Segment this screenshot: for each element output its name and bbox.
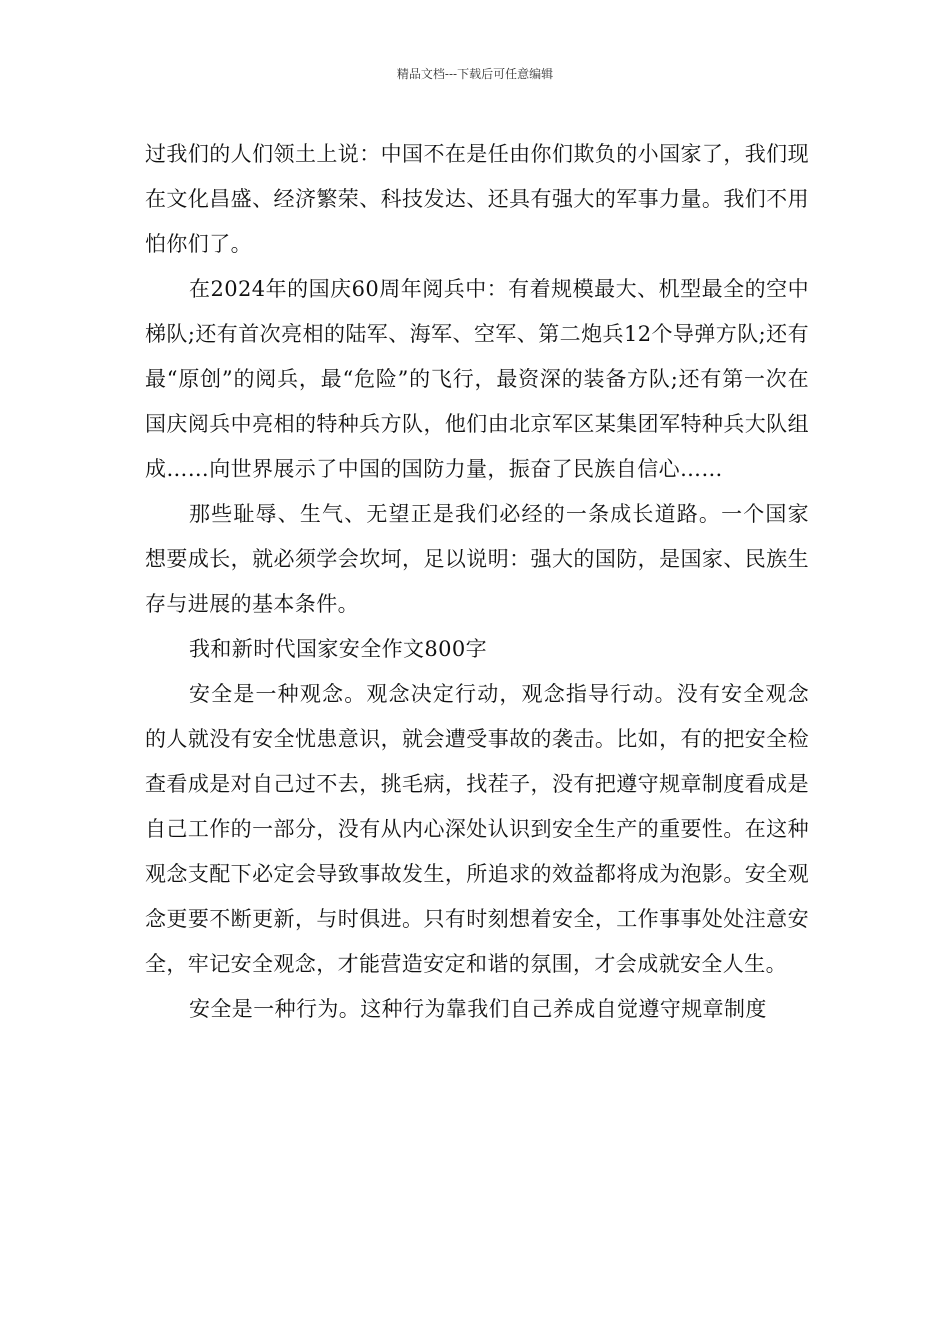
paragraph-4: 安全是一种观念。观念决定行动，观念指导行动。没有安全观念的人就没有安全忧患意识，就会遭受事故的袭击。比如，有的把安全检查看成是对自己过不去，挑毛病，找茬子，没有把遵守规章制度看成是自己工作的一部分，没有从内心深处认识到安全生产的重要性。在这种观念支配下必定会导致事故发生，所追求的效益都将成为泡影。安全观念更要不断更新，与时俱进。只有时刻想着安全，工作事事处处注意安全，牢记安全观念，才能营造安定和谐的氛围，才会成就安全人生。 xyxy=(145,682,809,976)
page-header: 精品文档---下载后可任意编辑 xyxy=(396,67,554,81)
paragraph-2: 在2024年的国庆60周年阅兵中：有着规模最大、机型最全的空中梯队;还有首次亮相的陆军、海军、空军、第二炮兵12个导弹方队;还有最“原创”的阅兵，最“危险”的飞行，最资深的装备方队;还有第一次在国庆阅兵中亮相的特种兵方队，他们由北京军区某集团军特种兵大队组成……向世界展示了中国的国防力量，振奋了民族自信心…… xyxy=(145,277,809,481)
paragraph-5: 安全是一种行为。这种行为靠我们自己养成自觉遵守规章制度 xyxy=(189,997,767,1021)
section-title: 我和新时代国家安全作文800字 xyxy=(189,637,488,661)
document-body xyxy=(145,132,809,1032)
paragraph-3: 那些耻辱、生气、无望正是我们必经的一条成长道路。一个国家想要成长，就必须学会坎坷，足以说明：强大的国防，是国家、民族生存与进展的基本条件。 xyxy=(145,502,809,616)
paragraph-1: 过我们的人们领土上说：中国不在是任由你们欺负的小国家了，我们现在文化昌盛、经济繁荣、科技发达、还具有强大的军事力量。我们不用怕你们了。 xyxy=(145,142,809,256)
